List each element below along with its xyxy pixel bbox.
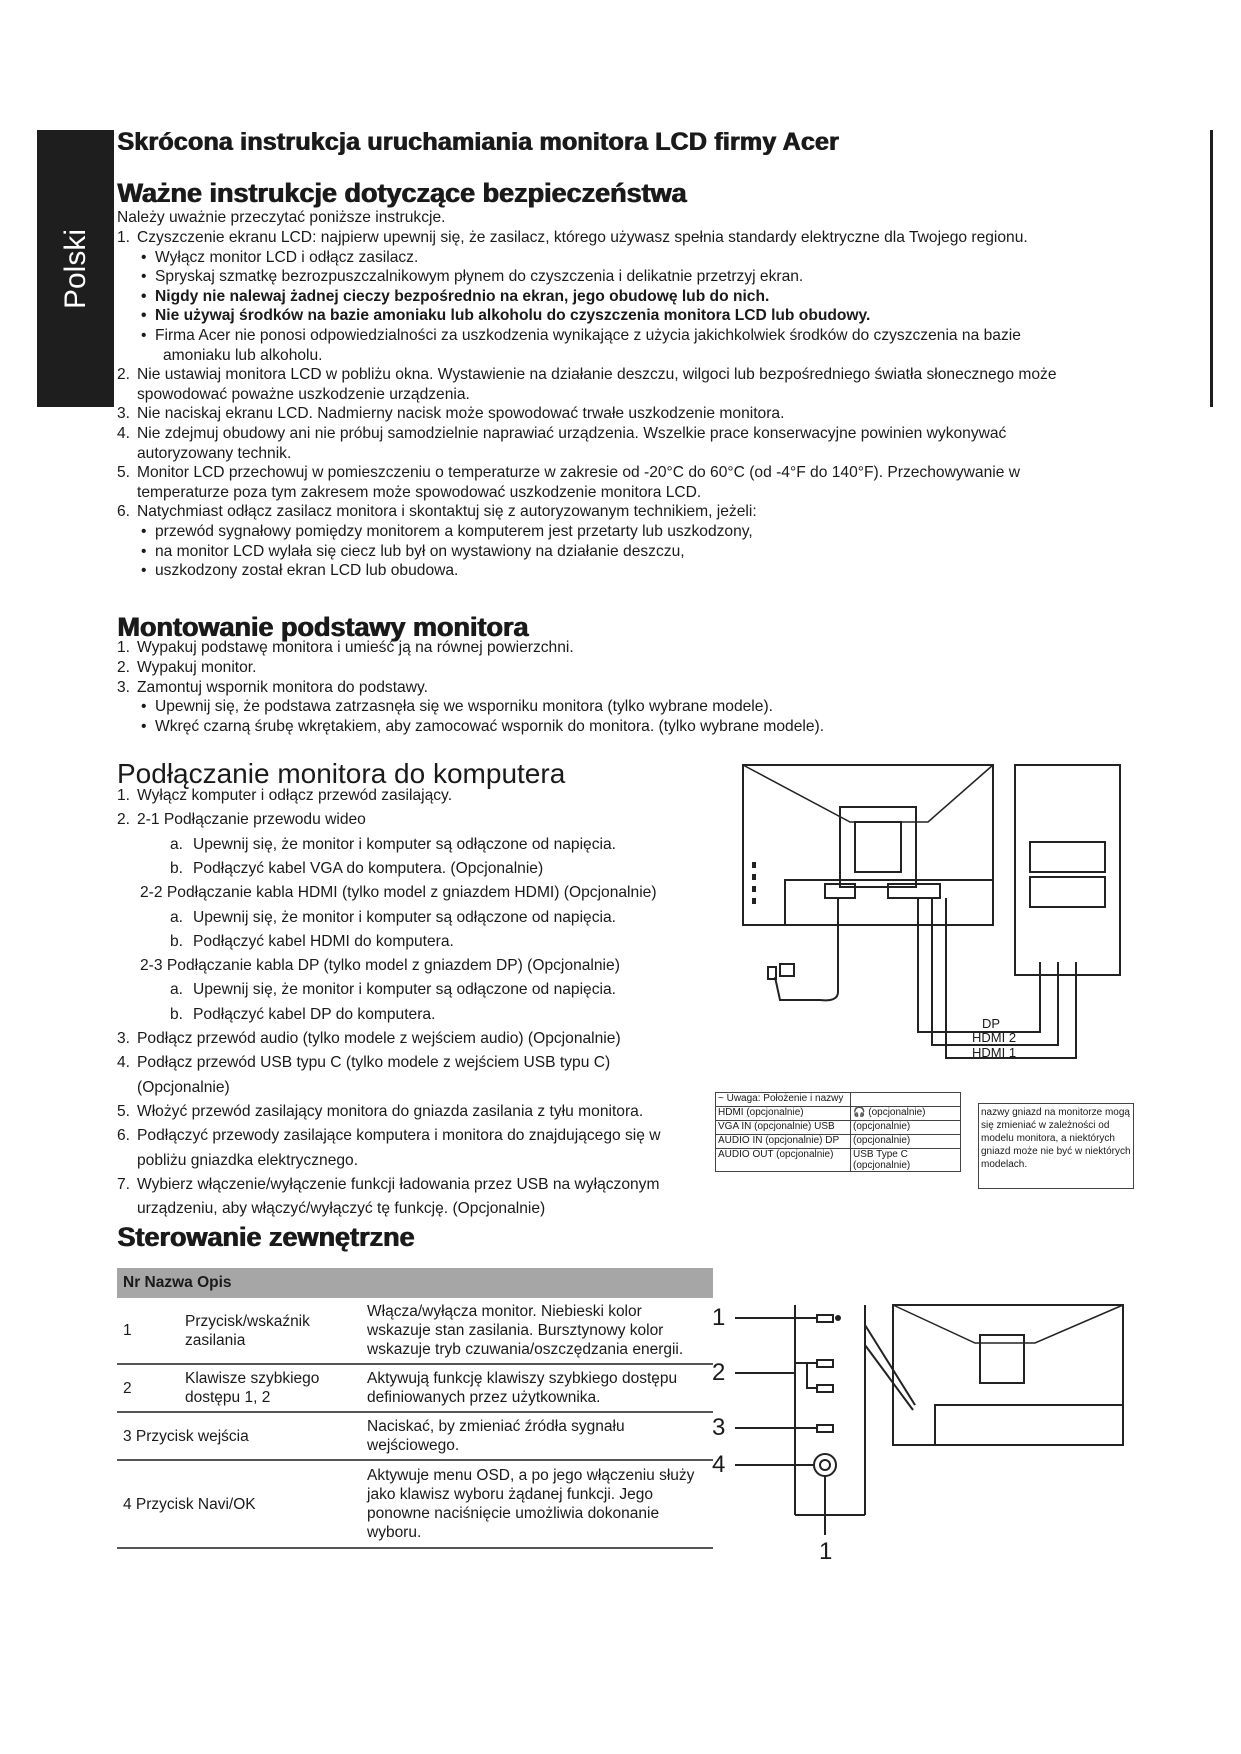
list-marker: 2. (117, 366, 131, 384)
list-text: temperaturze poza tym zakresem może spowodować uszkodzenie monitora LCD. (137, 483, 702, 501)
list-text: Nigdy nie nalewaj żadnej cieczy bezpośrednio na ekran, jego obudowę lub do nich. (155, 287, 770, 305)
control-nr: 1 (117, 1298, 179, 1364)
list-text: Nie zdejmuj obudowy ani nie próbuj samodzielnie naprawiać urządzenia. Wszelkie prace konserwacyjne powinien wykonywać (137, 425, 1007, 442)
list-text: autoryzowany technik. (137, 444, 292, 462)
list-text: Nie ustawiaj monitora LCD w pobliżu okna. Wystawienie na działanie deszczu, wilgoci lub bezpośredniego światła słonecznego może (137, 366, 1057, 384)
note-cell: (opcjonalnie) (851, 1121, 961, 1135)
monitor-back-small (893, 1305, 1123, 1445)
note-cell: USB Type C (opcjonalnie) (851, 1149, 961, 1172)
controls-table (117, 1268, 713, 1549)
list-text: amoniaku lub alkoholu. (163, 346, 323, 364)
table-row (117, 1412, 713, 1460)
control-desc: Aktywują funkcję klawiszy szybkiego dostępu definiowanych przez użytkownika. (361, 1364, 713, 1412)
note-cell: ~ Uwaga: Położenie i nazwy (716, 1093, 851, 1107)
list-marker: 6. (117, 503, 131, 521)
list-text: pobliżu gniazdka elektrycznego. (137, 1151, 359, 1169)
list-text: Nie używaj środków na bazie amoniaku lub alkoholu do czyszczenia monitora LCD lub obudowy. (155, 307, 871, 325)
list-text: Spryskaj szmatkę bezrozpuszczalnikowym płynem do czyszczenia i delikatnie przetrzyj ekran. (155, 268, 804, 286)
note-cell: AUDIO OUT (opcjonalnie) (716, 1149, 851, 1172)
list-text: Monitor LCD przechowuj w pomieszczeniu o temperaturze w zakresie od -20°C do 60°C (od -4°F do 140°F). Przechowywanie w (137, 464, 1020, 482)
input-key (817, 1425, 833, 1432)
list-text: Podłączyć kabel DP do komputera. (193, 1005, 436, 1023)
safety-heading: Ważne instrukcje dotyczące bezpieczeństwa (117, 178, 687, 208)
list-text: Wybierz włączenie/wyłączenie funkcji ładowania przez USB na wyłączonym (137, 1175, 660, 1193)
list-text: Wyłącz komputer i odłącz przewód zasilający. (137, 787, 453, 804)
list-marker: • (141, 698, 147, 716)
diagram-label-hdmi1: HDMI 1 (972, 1045, 1017, 1060)
list-text: Firma Acer nie ponosi odpowiedzialności za uszkodzenia wynikające z użycia jakichkolwiek środków do czyszczenia na bazie (155, 327, 1021, 344)
list-text: Podłącz przewód USB typu C (tylko modele z wejściem USB typu C) (137, 1054, 611, 1072)
list-text: spowodować poważne uszkodzenie urządzenia. (137, 385, 470, 403)
list-marker: 3. (117, 1030, 131, 1047)
list-text: Podłączyć przewody zasilające komputera i monitora do znajdującego się w (137, 1127, 661, 1145)
headphone-icon: 🎧 (853, 1107, 866, 1118)
list-text: Wkręć czarną śrubę wkrętakiem, aby zamocować wspornik do monitora. (tylko wybrane modele). (155, 718, 825, 736)
list-text: Wypakuj monitor. (137, 658, 257, 676)
list-text: Natychmiast odłącz zasilacz monitora i skontaktuj się z autoryzowanym technikiem, jeżeli: (137, 503, 757, 521)
list-marker: 3. (117, 678, 131, 696)
vesa-mount (840, 807, 916, 887)
list-text: 2-3 Podłączanie kabla DP (tylko model z gniazdem DP) (Opcjonalnie) (140, 957, 620, 975)
note-cell (851, 1093, 961, 1107)
list-marker: 4. (117, 425, 131, 442)
note-cell: VGA IN (opcjonalnie) USB (716, 1121, 851, 1135)
control-name: 4 Przycisk Navi/OK (117, 1460, 361, 1548)
list-text: Zamontuj wspornik monitora do podstawy. (137, 678, 428, 696)
note-row (716, 1121, 961, 1135)
list-marker: • (141, 523, 147, 540)
safety-intro: Należy uważnie przeczytać poniższe instrukcje. (117, 209, 446, 226)
list-text: Podłączyć kabel VGA do komputera. (Opcjonalnie) (193, 859, 544, 877)
list-marker: • (141, 718, 147, 736)
list-text: 2-2 Podłączanie kabla HDMI (tylko model z gniazdem HDMI) (Opcjonalnie) (140, 884, 657, 902)
note-cell: (opcjonalnie) (851, 1135, 961, 1149)
list-text: urządzeniu, aby włączyć/wyłączyć tę funkcję. (Opcjonalnie) (137, 1200, 546, 1218)
list-marker: a. (170, 908, 184, 926)
callout-3: 3 (712, 1414, 726, 1441)
connection-diagram (740, 762, 1122, 1062)
note-row (716, 1093, 961, 1107)
list-marker: 6. (117, 1127, 131, 1145)
list-text: Upewnij się, że monitor i komputer są odłączone od napięcia. (193, 908, 616, 926)
list-text: Upewnij się, że monitor i komputer są odłączone od napięcia. (193, 835, 616, 853)
note-cell: HDMI (opcjonalnie) (716, 1107, 851, 1121)
list-marker: b. (170, 932, 184, 950)
list-text: Czyszczenie ekranu LCD: najpierw upewnij się, że zasilacz, którego używasz spełnia standardy elektryczne dla Twojego regionu. (137, 229, 1028, 246)
list-text: Wyłącz monitor LCD i odłącz zasilacz. (155, 248, 419, 266)
list-text: Podłączyć kabel HDMI do komputera. (193, 932, 454, 950)
control-name: Przycisk/wskaźnik zasilania (179, 1298, 361, 1364)
list-text: (Opcjonalnie) (137, 1078, 230, 1096)
table-row (117, 1298, 713, 1364)
stand-heading: Montowanie podstawy monitora (117, 612, 529, 642)
callout-1-bottom: 1 (819, 1538, 833, 1565)
list-text: Włożyć przewód zasilający monitora do gniazda zasilania z tyłu monitora. (137, 1102, 644, 1120)
control-desc: Włącza/wyłącza monitor. Niebieski kolor wskazuje stan zasilania. Bursztynowy kolor wskazuje tryb czuwania/oszczędzania energii. (361, 1298, 713, 1364)
list-marker: 7. (117, 1175, 131, 1193)
note-row (716, 1135, 961, 1149)
callout-2: 2 (712, 1359, 726, 1386)
list-marker: 5. (117, 1102, 131, 1120)
note-cell: AUDIO IN (opcjonalnie) DP (716, 1135, 851, 1149)
list-marker: 5. (117, 464, 131, 482)
list-marker: • (141, 248, 147, 266)
controls-table-header: Nr Nazwa Opis (117, 1268, 713, 1298)
right-rule (1210, 130, 1213, 407)
language-tab (37, 130, 114, 407)
table-row (117, 1364, 713, 1412)
list-marker: 1. (117, 639, 131, 656)
controls-diagram (735, 1285, 1125, 1555)
power-key (817, 1315, 833, 1322)
list-marker: • (141, 307, 147, 325)
callout-4: 4 (712, 1451, 726, 1478)
list-text: 2-1 Podłączanie przewodu wideo (137, 811, 366, 829)
list-text: przewód sygnałowy pomiędzy monitorem a komputerem jest przetarty lub uszkodzony, (155, 523, 753, 540)
list-marker: a. (170, 835, 184, 853)
list-marker: 3. (117, 405, 131, 423)
list-text: uszkodzony został ekran LCD lub obudowa. (155, 562, 459, 580)
hotkey-2 (817, 1385, 833, 1392)
list-marker: b. (170, 1005, 184, 1023)
list-marker: • (141, 268, 147, 286)
note-cell-text: (opcjonalnie) (868, 1107, 926, 1118)
control-desc: Naciskać, by zmieniać źródła sygnału wejściowego. (361, 1412, 713, 1460)
control-nr: 2 (117, 1364, 179, 1412)
list-marker: 1. (117, 229, 131, 246)
list-marker: 2. (117, 811, 131, 829)
controls-heading: Sterowanie zewnętrzne (117, 1222, 415, 1252)
monitor-back (743, 765, 993, 925)
port-side-note: nazwy gniazd na monitorze mogą się zmieniać w zależności od modelu monitora, a niektórych gniazd może nie być w niektórych modelach. (978, 1103, 1134, 1189)
note-row (716, 1107, 961, 1121)
list-marker: • (141, 327, 147, 344)
list-marker: 4. (117, 1054, 131, 1072)
list-text: Nie naciskaj ekranu LCD. Nadmierny nacisk może spowodować trwałe uszkodzenie monitora. (137, 405, 785, 423)
list-text: Upewnij się, że monitor i komputer są odłączone od napięcia. (193, 981, 616, 999)
navi-ok-key (814, 1454, 836, 1476)
list-marker: b. (170, 859, 184, 877)
list-marker: 2. (117, 658, 131, 676)
list-marker: • (141, 542, 147, 560)
list-text: na monitor LCD wylała się ciecz lub był on wystawiony na działanie deszczu, (155, 542, 685, 560)
list-marker: • (141, 562, 147, 580)
connect-heading: Podłączanie monitora do komputera (117, 758, 566, 789)
list-text: Wypakuj podstawę monitora i umieść ją na równej powierzchni. (137, 639, 574, 656)
table-row (117, 1460, 713, 1548)
list-text: Podłącz przewód audio (tylko modele z wejściem audio) (Opcjonalnie) (137, 1030, 621, 1047)
diagram-label-dp: DP (982, 1016, 1001, 1031)
port-note-table (715, 1092, 961, 1172)
control-desc: Aktywuje menu OSD, a po jego włączeniu służy jako klawisz wyboru żądanej funkcji. Jego ponowne naciśnięcie umożliwia dokonanie wyboru. (361, 1460, 713, 1548)
list-marker: • (141, 287, 147, 305)
note-row (716, 1149, 961, 1172)
diagram-label-hdmi2: HDMI 2 (972, 1030, 1017, 1045)
page-title: Skrócona instrukcja uruchamiania monitora LCD firmy Acer (117, 128, 839, 156)
note-cell (851, 1107, 961, 1121)
list-text: Upewnij się, że podstawa zatrzasnęła się we wsporniku monitora (tylko wybrane modele). (155, 698, 773, 716)
control-name: 3 Przycisk wejścia (117, 1412, 361, 1460)
language-label: Polski (58, 228, 92, 309)
control-name: Klawisze szybkiego dostępu 1, 2 (179, 1364, 361, 1412)
controls-header-row (117, 1268, 713, 1298)
list-marker: a. (170, 981, 184, 999)
list-marker: 1. (117, 787, 131, 804)
callout-1: 1 (712, 1304, 726, 1331)
hotkey-1 (817, 1360, 833, 1367)
